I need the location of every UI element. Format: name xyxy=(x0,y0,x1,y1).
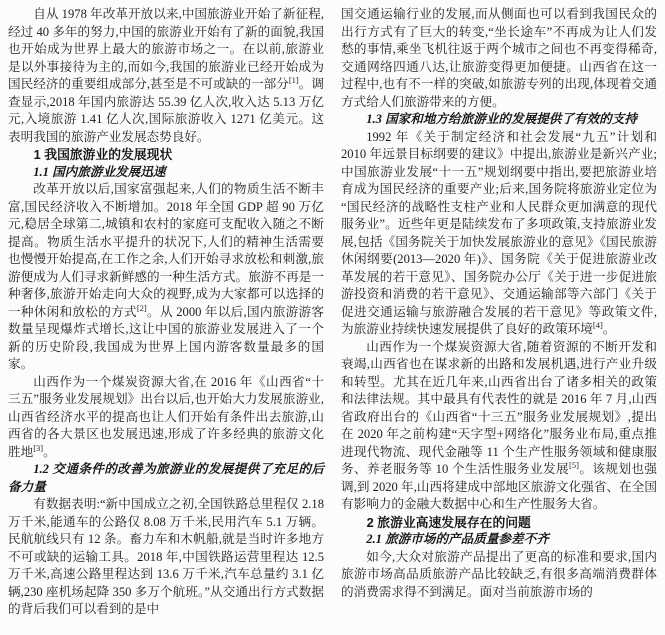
citation-ref: [4] xyxy=(592,319,603,330)
subsection-heading: 1.3 国家和地方给旅游业的发展提供了有效的支持 xyxy=(366,112,637,126)
citation-ref: [5] xyxy=(568,459,579,470)
section-heading: 2 旅游业高速发展存在的问题 xyxy=(366,514,531,530)
section-heading: 1 我国旅游业的发展现状 xyxy=(33,147,173,162)
right-column xyxy=(341,6,657,635)
paragraph: 自从 1978 年改革开放以来,中国旅游业开始了新征程,经过 40 多年的努力,中国的旅游业开始有了新的面貌,我国也开始成为世界上最大的旅游市场之一。在以前,旅游业是以外事接待为主的,而如今,我国的旅游业已经开始成为国民经济的重要组成部分,甚至是不可或缺的一部分[1]。调查显示,2018 年国内旅游达 55.39 亿人次,收入达 5.13 万亿元,入境旅游 1.41 亿人次,国际旅游收入 1271 亿美元。这表明我国的旅游产业发展态势良好。 xyxy=(8,7,325,144)
paragraph: 山西作为一个煤炭资源大省,在 2016 年《山西省“十三五”服务业发展规划》出台以后,也开始大力发展旅游业,山西省经济水平的提高也让人们开始有条件出去旅游,山西省的各大景区也发展迅速,形成了许多经典的旅游文化胜地[3]。 xyxy=(8,374,324,459)
paragraph: 国交通运输行业的发展,而从侧面也可以看到我国民众的出行方式有了巨大的转变,“坐长途车”不再成为让人们发愁的事情,乘坐飞机往返于两个城市之间也不再变得稀奇,交通网络四通八达,让旅游变得更加便捷。山西省在这一过程中,也有不一样的突破,如旅游专列的出现,体现着交通方式给人们旅游带来的方便。 xyxy=(341,7,657,109)
subsection-heading: 1.1 国内旅游业发展迅速 xyxy=(33,164,166,179)
paragraph: 如今,大众对旅游产品提出了更高的标准和要求,国内旅游市场高品质旅游产品比较缺乏,有很多高端消费群体的消费需求得不到满足。面对当前旅游市场的 xyxy=(341,549,657,599)
paragraph: 有数据表明:“新中国成立之初,全国铁路总里程仅 2.18 万千米,能通车的公路仅 8.08 万千米,民用汽车 5.1 万辆。民航航线只有 12 条。畜力车和木帆船,就是当时许多地方不可或缺的运输工具。2018 年,中国铁路运营里程达 12.5 万千米,高速公路里程达到 13.6 万千米,汽车总量约 3.1 亿辆,230 座机场起降 350 多万个航班。”从交通出行方式数据的背后我们可以看到的是中 xyxy=(8,497,324,616)
citation-ref: [3] xyxy=(33,442,44,453)
subsection-heading: 2.1 旅游市场的产品质量参差不齐 xyxy=(366,532,549,546)
paragraph: 1992 年《关于制定经济和社会发展“九五”计划和 2010 年远景目标纲要的建议》中提出,旅游业是新兴产业;中国旅游业发展“十一五”规划纲要中指出,要把旅游业培育成为国民经济的重要产业;后来,国务院将旅游业定位为“国民经济的战略性支柱产业和人民群众更加满意的现代服务业”。近些年更是陆续发布了多项政策,支持旅游业发展,包括《国务院关于加快发展旅游业的意见》《国民旅游休闲纲要(2013—2020 年)》、国务院《关于促进旅游业改革发展的若干意见》、国务院办公厅《关于进一步促进旅游投资和消费的若干意见》、交通运输部等六部门《关于促进交通运输与旅游融合发展的若干意见》等政策文件,为旅游业持续快速发展提供了良好的政策环境[4]。 xyxy=(341,129,657,336)
paragraph: 改革开放以后,国家富强起来,人们的物质生活不断丰富,国民经济收入不断增加。2018 年全国 GDP 超 90 万亿元,稳居全球第二,城镇和农村的家庭可支配收入随之不断提高。物质生活水平提升的状况下,人们的精神生活需要也慢慢开始提高,在工作之余,人们开始寻求放松和刺激,旅游便成为人们寻求新鲜感的一种生活方式。旅游不再是一种奢侈,旅游开始走向大众的视野,成为大家都可以选择的一种休闲和放松的方式[2]。从 2000 年以后,国内旅游游客数量呈现爆炸式增长,这让中国的旅游业发展进入了一个新的历史阶段,我国成为世界上国内游客数量最多的国家。 xyxy=(8,182,324,371)
citation-ref: [1] xyxy=(288,74,299,85)
left-column xyxy=(8,6,324,635)
citation-ref: [2] xyxy=(136,302,147,313)
subsection-heading: 1.2 交通条件的改善为旅游业的发展提供了充足的后备力量 xyxy=(8,462,324,494)
paragraph: 山西作为一个煤炭资源大省,随着资源的不断开发和衰竭,山西省也在谋求新的出路和发展机遇,进行产业升级和转型。尤其在近几年来,山西省出台了诸多相关的政策和法律法规。其中最具有代表性的就是 2016 年 7 月,山西省政府出台的《山西省“十三五”服务业发展规划》,提出在 2020 年之前构建“天字型+网络化”服务业布局,重点推进现代物流、现代金融等 11 个生产性服务领域和健康服务、养老服务等 10 个生活性服务业发展[5]。该规划也强调,到 2020 年,山西将建成中部地区旅游文化强省、在全国有影响力的金融大数据中心和生产性服务大省。 xyxy=(341,339,657,511)
